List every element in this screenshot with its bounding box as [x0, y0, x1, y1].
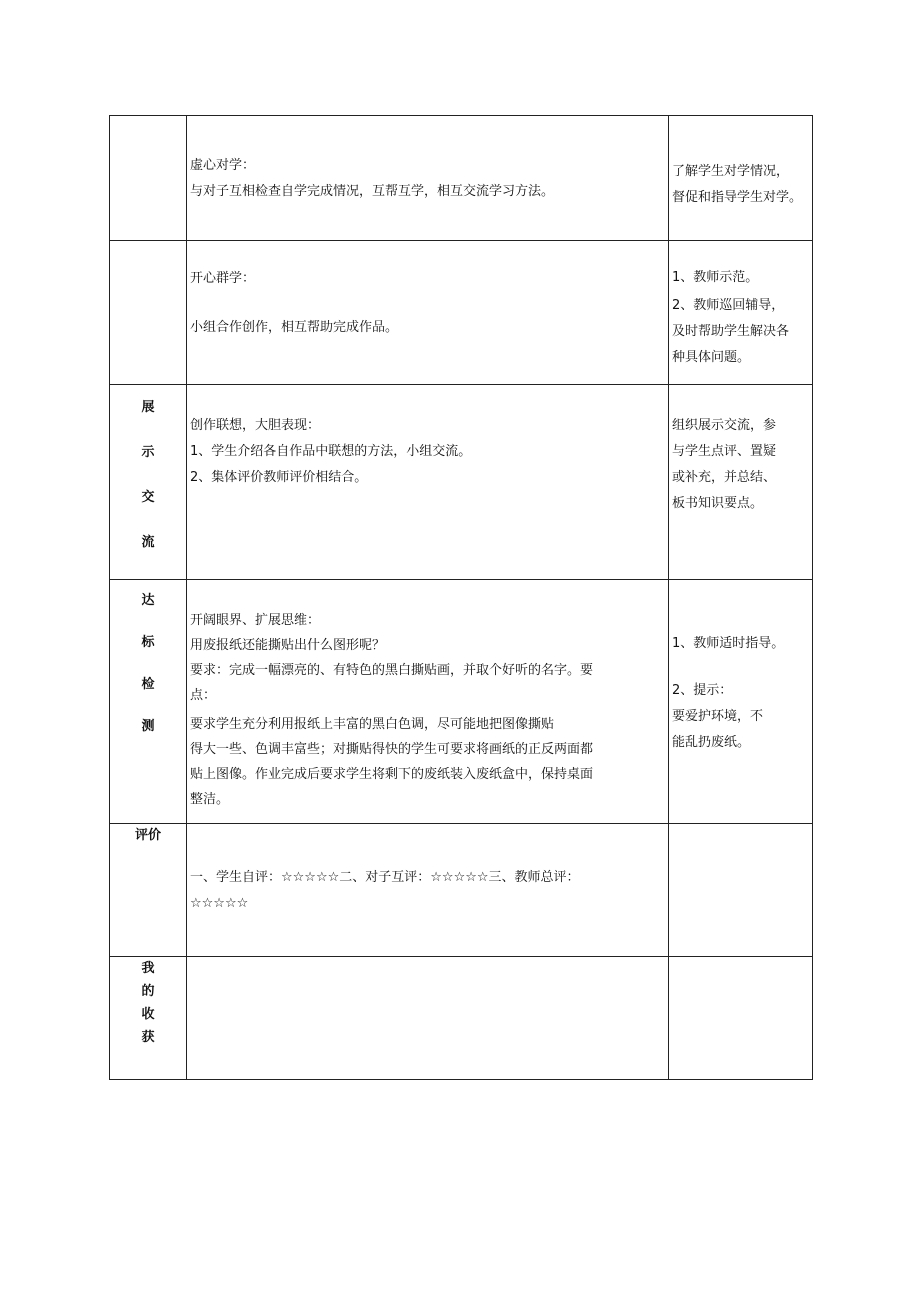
row-evaluation	[110, 824, 813, 957]
content-cell	[187, 116, 669, 241]
teacher-text-line: 2、提示：	[672, 683, 733, 698]
teacher-cell	[669, 116, 813, 241]
evaluation-line: ☆☆☆☆☆	[190, 896, 249, 911]
content-body: 贴上图像。作业完成后要求学生将剩下的废纸装入废纸盒中，保持桌面	[190, 767, 594, 782]
teacher-text-line: 种具体问题。	[672, 350, 751, 365]
row-group-study	[110, 241, 813, 385]
label-char: 流	[141, 535, 155, 550]
evaluation-line: 一、学生自评：☆☆☆☆☆二、对子互评：☆☆☆☆☆三、教师总评：	[190, 870, 580, 885]
teacher-text-line: 要爱护环境，不	[672, 709, 764, 724]
label-char: 标	[141, 635, 155, 650]
label-char: 获	[141, 1030, 155, 1045]
label-char: 我	[141, 961, 155, 976]
content-requirement: 点：	[190, 688, 217, 703]
evaluation-label: 评价	[134, 828, 161, 843]
teacher-cell	[669, 580, 813, 824]
content-body: 整洁。	[190, 792, 230, 807]
label-cell-harvest	[110, 957, 187, 1080]
content-cell	[187, 241, 669, 385]
label-char: 收	[141, 1007, 155, 1022]
label-char: 达	[141, 593, 155, 608]
teacher-text-line: 组织展示交流，参	[672, 418, 777, 433]
teacher-text-line: 1、教师适时指导。	[672, 636, 785, 651]
content-cell	[187, 824, 669, 957]
content-body: 小组合作创作，相互帮助完成作品。	[190, 320, 399, 335]
teacher-text-line: 督促和指导学生对学。	[672, 190, 803, 205]
teacher-text-line: 板书知识要点。	[672, 496, 764, 511]
teacher-text-line: 1、教师示范。	[672, 270, 759, 285]
content-item: 2、集体评价教师评价相结合。	[190, 470, 368, 485]
teacher-text-line: 能乱扔废纸。	[672, 735, 751, 750]
row-showcase	[110, 385, 813, 580]
row-assessment	[110, 580, 813, 824]
label-char: 测	[141, 719, 155, 734]
content-title: 开阔眼界、扩展思维：	[190, 613, 321, 628]
lesson-plan-table	[109, 115, 813, 1080]
content-question: 用废报纸还能撕贴出什么图形呢？	[190, 638, 386, 653]
label-char: 的	[141, 984, 155, 999]
content-cell	[187, 385, 669, 580]
teacher-text-line: 2、教师巡回辅导，	[672, 298, 785, 313]
label-char: 示	[141, 445, 155, 460]
content-requirement: 要求：完成一幅漂亮的、有特色的黑白撕贴画，并取个好听的名字。要	[190, 663, 594, 678]
content-title: 虚心对学：	[190, 158, 256, 173]
content-body: 要求学生充分利用报纸上丰富的黑白色调，尽可能地把图像撕贴	[190, 717, 555, 732]
content-body: 与对子互相检查自学完成情况，互帮互学，相互交流学习方法。	[190, 184, 555, 199]
content-body: 得大一些、色调丰富些；对撕贴得快的学生可要求将画纸的正反两面都	[190, 742, 594, 757]
label-char: 交	[141, 490, 155, 505]
teacher-text-line: 或补充，并总结、	[672, 470, 777, 485]
label-char: 检	[141, 677, 155, 692]
row-peer-study	[110, 116, 813, 241]
label-cell-assessment	[110, 580, 187, 824]
teacher-text-line: 及时帮助学生解决各	[672, 324, 790, 339]
teacher-cell	[669, 385, 813, 580]
label-cell-evaluation	[110, 824, 187, 957]
content-item: 1、学生介绍各自作品中联想的方法，小组交流。	[190, 444, 472, 459]
content-cell	[187, 580, 669, 824]
content-cell-empty	[187, 957, 669, 1080]
label-cell-showcase	[110, 385, 187, 580]
content-title: 创作联想，大胆表现：	[190, 418, 321, 433]
teacher-cell-empty	[669, 824, 813, 957]
teacher-cell	[669, 241, 813, 385]
row-harvest	[110, 957, 813, 1080]
teacher-text-line: 了解学生对学情况，	[672, 164, 790, 179]
teacher-cell-empty	[669, 957, 813, 1080]
teacher-text-line: 与学生点评、置疑	[672, 444, 777, 459]
label-cell-empty	[110, 116, 187, 241]
label-cell-empty	[110, 241, 187, 385]
label-char: 展	[141, 400, 155, 415]
content-title: 开心群学：	[190, 271, 256, 286]
